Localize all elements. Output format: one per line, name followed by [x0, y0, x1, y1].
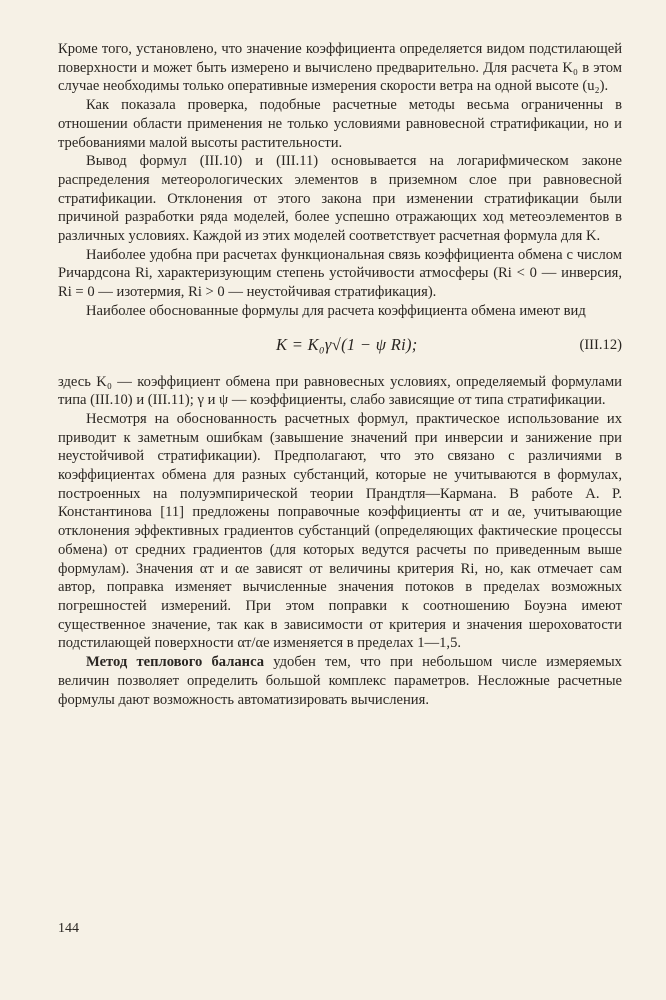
paragraph-3: Вывод формул (III.10) и (III.11) основывается на логарифмическом законе распределения метеорологических элементов в приземном слое при равновесной стратификации. Отклонения от этого закона при изменении стратификации были причиной разработки ряда моделей, более успешно отражающих ход метеоэлементов в различных условиях. Каждой из этих моделей соответствует расчетная формула для K.: [58, 153, 622, 245]
page-number: 144: [58, 921, 79, 936]
paragraph-1: Кроме того, установлено, что значение коэффициента определяется видом подстилающей поверхности и может быть измерено и вычислено предварительно. Для расчета K₀ в этом случае необходимы только оперативные измерения скорости ветра на одной высоте (u₂).: [58, 41, 622, 95]
bold-lead: Метод теплового баланса: [86, 654, 265, 671]
paragraph-7: Несмотря на обоснованность расчетных формул, практическое использование их приводит к заметным ошибкам (завышение значений при инверсии и занижение при неустойчивой стратификации). Предполагают, что это связано с различиями в коэффициентах обмена для разных субстанций, которые не учитываются в формулах, построенных на полуэмпирической теории Прандтля—Кармана. В работе А. Р. Константинова [11] предложены поправочные коэффициенты αт и αе, учитывающие отклонения эффективных градиентов субстанций (определяющих фактические процессы обмена) от средних градиентов (для которых ведутся расчеты по приведенным выше формулам). Значения αт и αе зависят от величины критерия Ri, но, как отмечает сам автор, поправка изменяет вычисленные значения потоков в пределах возможных погрешностей измерений. При этом поправки к соотношению Боуэна имеют существенное значение, так как в зависимости от критерия и значения шероховатости подстилающей поверхности αт/αе изменяется в пределах 1—1,5.: [58, 410, 622, 652]
paragraph-4: Наиболее удобна при расчетах функциональная связь коэффициента обмена с числом Ричардсона Ri, характеризующим степень устойчивости атмосферы (Ri < 0 — инверсия, Ri = 0 — изотермия, Ri > 0 — неустойчивая стратификация).: [58, 246, 622, 301]
formula-number: (III.12): [579, 336, 622, 353]
paragraph-6: здесь K₀ — коэффициент обмена при равновесных условиях, определяемый формулами типа (III.10) и (III.11); γ и ψ — коэффициенты, слабо зависящие от типа стратификации.: [58, 373, 622, 409]
text-column: [58, 40, 622, 709]
paragraph-8: [58, 653, 622, 709]
paragraph-5: Наиболее обоснованные формулы для расчета коэффициента обмена имеют вид: [86, 302, 586, 319]
formula-expression: K = K₀γ√(1 − ψ Ri);: [276, 334, 418, 354]
paragraph-8-rest: удобен тем, что при небольшом числе измеряемых величин позволяет определить большой комплекс параметров. Несложные расчетные формулы дают возможность автоматизировать вычисления.: [58, 654, 622, 708]
paragraph-2: Как показала проверка, подобные расчетные методы весьма ограниченны в отношении области применения не только условиями равновесной стратификации, но и требованиями малой высоты растительности.: [58, 97, 622, 151]
formula-row: [58, 333, 622, 361]
